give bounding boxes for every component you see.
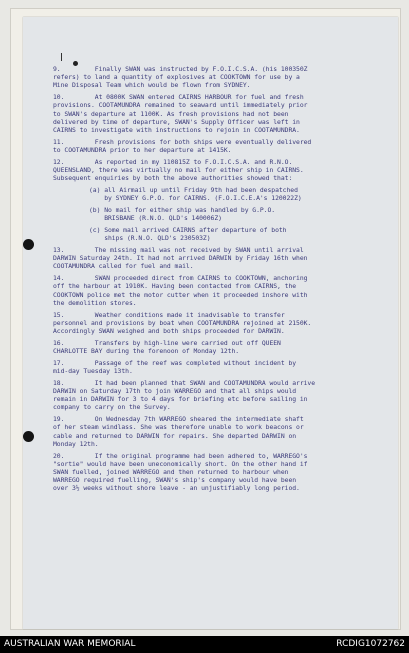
- paragraph: [89, 226, 383, 242]
- paragraph-line: to COOTAMUNDRA prior to her departure at 1415K.: [53, 146, 232, 155]
- paragraph-line: ships (R.N.O. QLD's 230503Z): [89, 234, 211, 243]
- paragraph-line: remain in DARWIN for 3 to 4 days for briefing etc before sailing in: [53, 395, 308, 404]
- paragraph-line: refers) to land a quantity of explosives at COOKTOWN for use by a: [53, 73, 300, 82]
- paragraph-line: 20. If the original programme had been adhered to, WARREGO's: [53, 451, 308, 460]
- paragraph-line: delivered by time of departure, SWAN's Supply Officer was left in: [53, 117, 300, 126]
- paragraph-line: 9. Finally SWAN was instructed by F.O.I.C.S.A. (his 100350Z: [53, 65, 308, 73]
- paragraph-line: (a) all Airmail up until Friday 9th had been despatched: [89, 186, 298, 195]
- paragraph-line: over 3½ weeks without shore leave - an unjustifiably long period.: [53, 484, 300, 493]
- scan-background: [10, 8, 401, 630]
- paragraph: [53, 359, 383, 375]
- paragraph-line: 13. The missing mail was not received by SWAN until arrival: [53, 246, 304, 255]
- paragraph-line: 10. At 0800K SWAN entered CAIRNS HARBOUR for fuel and fresh: [53, 93, 304, 102]
- punch-hole-icon: [23, 239, 34, 250]
- paragraph-line: COOTAMUNDRA called for fuel and mail.: [53, 262, 194, 271]
- paragraph-line: company to carry on the Survey.: [53, 403, 171, 412]
- paragraph-line: the demolition stores.: [53, 298, 137, 307]
- paragraph-line: QUEENSLAND, there was virtually no mail for either ship in CAIRNS.: [53, 166, 304, 175]
- paragraph-line: Accordingly SWAN weighed and both ships proceeded for DARWIN.: [53, 327, 285, 336]
- paragraph-line: COOKTOWN police met the motor cutter when it proceeded inshore with: [53, 290, 308, 299]
- paragraph-line: 19. On Wednesday 7th WARREGO sheared the intermediate shaft: [53, 415, 304, 424]
- paragraph-line: (c) Some mail arrived CAIRNS after departure of both: [89, 226, 287, 235]
- paragraph-line: 17. Passage of the reef was completed without incident by: [53, 358, 297, 367]
- paragraph-line: WARREGO required fuelling, SWAN's ship's company would have been: [53, 476, 297, 485]
- paragraph: [53, 311, 383, 336]
- paragraph-line: "sortie" would have been uneconomically short. On the other hand if: [53, 459, 308, 468]
- paragraph-line: personnel and provisions by boat when COOTAMUNDRA rejoined at 2150K.: [53, 318, 312, 327]
- paragraph-line: SWAN fuelled, joined WARREGO and then returned to harbour when: [53, 468, 289, 477]
- paragraph: [53, 138, 383, 154]
- paragraph-line: CAIRNS to investigate with instructions to rejoin in COOTAMUNDRA.: [53, 126, 300, 135]
- paragraph-line: mid-day Tuesday 13th.: [53, 367, 133, 376]
- paragraph: [53, 339, 383, 355]
- paragraph: [89, 186, 383, 202]
- paragraph: [53, 246, 383, 271]
- paragraph-line: 12. As reported in my 110815Z to F.O.I.C.S.A. and R.N.O.: [53, 157, 293, 166]
- paragraph: [53, 452, 383, 493]
- paragraph-line: BRISBANE (R.N.O. QLD's 140006Z): [89, 214, 222, 223]
- paragraph-line: 15. Weather conditions made it inadvisable to transfer: [53, 310, 285, 319]
- paragraph-line: CHARLOTTE BAY during the forenoon of Monday 12th.: [53, 347, 240, 356]
- paragraph-line: of her steam windlass. She was therefore unable to work beacons or: [53, 423, 304, 432]
- paragraph-line: cable and returned to DARWIN for repairs. She departed DARWIN on: [53, 431, 297, 440]
- paragraph-line: DARWIN Saturday 24th. It had not arrived DARWIN by Friday 16th when: [53, 254, 308, 263]
- document-body: [53, 65, 383, 496]
- paragraph-line: 14. SWAN proceeded direct from CAIRNS to COOKTOWN, anchoring: [53, 274, 308, 283]
- paragraph-line: Monday 12th.: [53, 439, 99, 448]
- paragraph: [89, 206, 383, 222]
- paragraph-line: Mine Disposal Team which would be flown from SYDNEY.: [53, 81, 251, 90]
- paragraph: [53, 274, 383, 307]
- paragraph: [53, 158, 383, 183]
- paragraph-line: by SYDNEY G.P.O. for CAIRNS. (F.O.I.C.E.A's 120022Z): [89, 194, 302, 203]
- paragraph-line: to SWAN's departure at 1100K. As fresh provisions had not been: [53, 109, 289, 118]
- paragraph: [53, 93, 383, 134]
- footer-record-id: RCDIG1072762: [336, 639, 405, 649]
- paragraph-line: (b) No mail for either ship was handled by G.P.O.: [89, 206, 276, 215]
- footer-institution: AUSTRALIAN WAR MEMORIAL: [4, 639, 136, 649]
- paragraph-line: Subsequent enquiries by both the above authorities showed that:: [53, 174, 293, 183]
- paragraph-line: 11. Fresh provisions for both ships were eventually delivered: [53, 137, 312, 146]
- punch-hole-icon: [23, 431, 34, 442]
- paragraph-line: off the harbour at 1910K. Having been contacted from CAIRNS, the: [53, 282, 297, 291]
- paragraph: [53, 415, 383, 448]
- paragraph-line: DARWIN on Saturday 17th to join WARREGO and that all ships would: [53, 387, 297, 396]
- document-page: [23, 17, 398, 629]
- paragraph-line: provisions. COOTAMUNDRA remained to seaward until immediately prior: [53, 101, 308, 110]
- paragraph: [53, 379, 383, 412]
- paragraph-line: 16. Transfers by high-line were carried out off QUEEN: [53, 338, 281, 347]
- paragraph: [53, 65, 383, 90]
- paragraph-line: 18. It had been planned that SWAN and COOTAMUNDRA would arrive: [53, 378, 316, 387]
- archive-footer-bar: [0, 636, 409, 653]
